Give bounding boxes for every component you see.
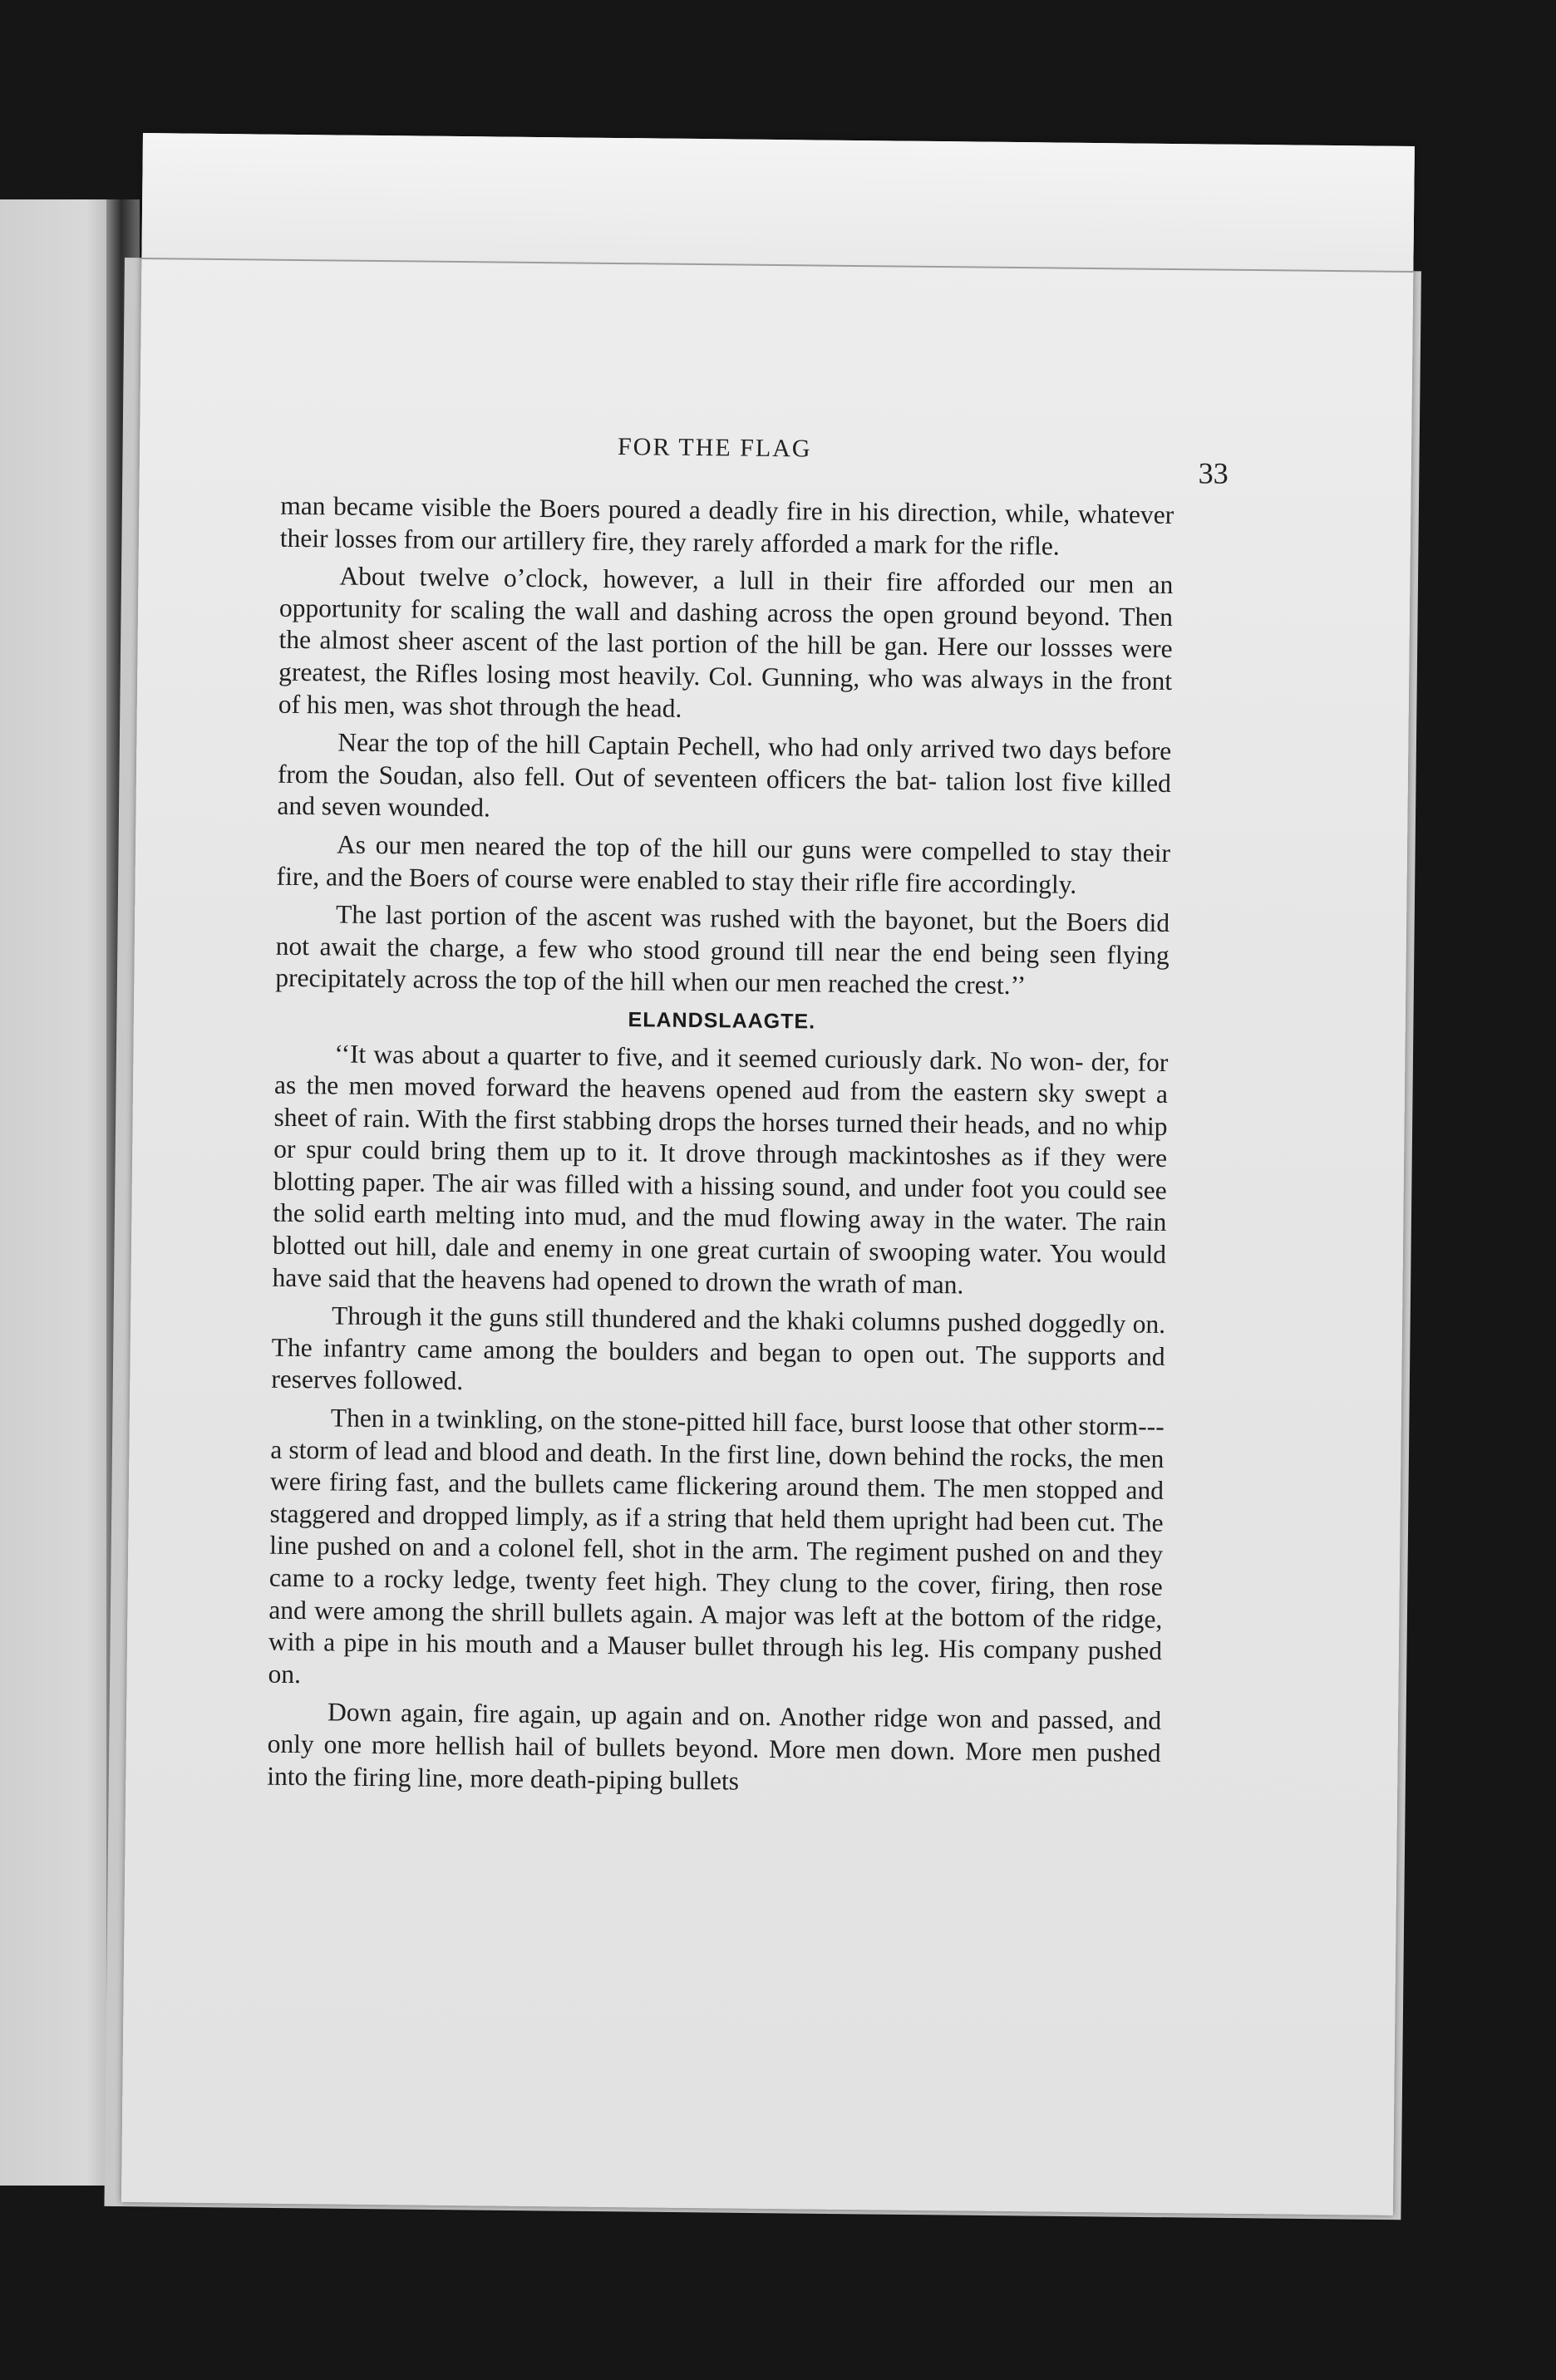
paragraph: About twelve o’clock, however, a lull in their fire afforded our men an opportunity for scaling the wall and dashing across the open ground beyond. Then the almost sheer ascent of the last portion of the hill be gan. Here our lossses were greatest, the Rifles losing most heavily. Col. Gunning, who was always in the front of his men, was shot through the head. — [278, 561, 1174, 723]
paragraph: man became visible the Boers poured a deadly fire in his direction, while, whatever their losses from our artillery fire, they rarely afforded a mark for the rifle. — [279, 490, 1174, 561]
paragraph: Through it the guns still thundered and the khaki columns pushed doggedly on. The infantry came among the boulders and began to open out. The supports and reserves followed. — [271, 1301, 1166, 1396]
page-number: 33 — [1198, 456, 1229, 490]
section-heading: ELANDSLAAGTE. — [628, 1008, 816, 1034]
paragraph: The last portion of the ascent was rushed with the bayonet, but the Boers did not await the charge, a few who stood ground till near the end being seen flying precipitately across the top of the hill when our men reached the crest.’’ — [275, 899, 1170, 1001]
paragraph: Near the top of the hill Captain Pechell, who had only arrived two days before from the Soudan, also fell. Out of seventeen officers the bat- talion lost five killed and seven wounded. — [277, 727, 1172, 823]
paragraph: Then in a twinkling, on the stone-pitted hill face, burst loose that other storm---a storm of lead and blood and death. In the first line, down behind the rocks, the men were firing fast, and the bullets came flickering around them. The men stopped and staggered and dropped limply, as if a string that held them upright had been cut. The line pushed on and a colonel fell, shot in the arm. The regiment pushed on and they came to a rocky ledge, twenty feet high. They clung to the cover, firing, then rose and were among the shrill bullets again. A major was left at the bottom of the ridge, with a pipe in his mouth and a Mauser bullet through his leg. His company pushed on. — [268, 1403, 1165, 1689]
book-page — [121, 133, 1415, 2215]
page-top-fold — [141, 133, 1415, 273]
paragraph: ‘‘It was about a quarter to five, and it seemed curiously dark. No won- der, for as the men moved forward the heavens opened aud from the eastern sky swept a sheet of rain. With the first stabbing drops the horses turned their heads, and no whip or spur could bring them up to it. It drove through mackintoshes as if they were blotting paper. The air was filled with a hissing sound, and under foot you could see the solid earth melting into mud, and the mud flowing away in the water. The rain blotted out hill, dale and enemy in one great curtain of swooping water. You would have said that the heavens had opened to drown the wrath of man. — [272, 1038, 1169, 1300]
body-text — [267, 490, 1174, 1807]
paragraph: Down again, fire again, up again and on. Another ridge won and passed, and only one more hellish hail of bullets beyond. More men down. More men pushed into the firing line, more death-piping bullets — [267, 1697, 1162, 1796]
running-head: FOR THE FLAG — [617, 433, 812, 463]
paragraph: As our men neared the top of the hill our guns were compelled to stay their fire, and the Boers of course were enabled to stay their rifle fire accordingly. — [276, 829, 1171, 899]
